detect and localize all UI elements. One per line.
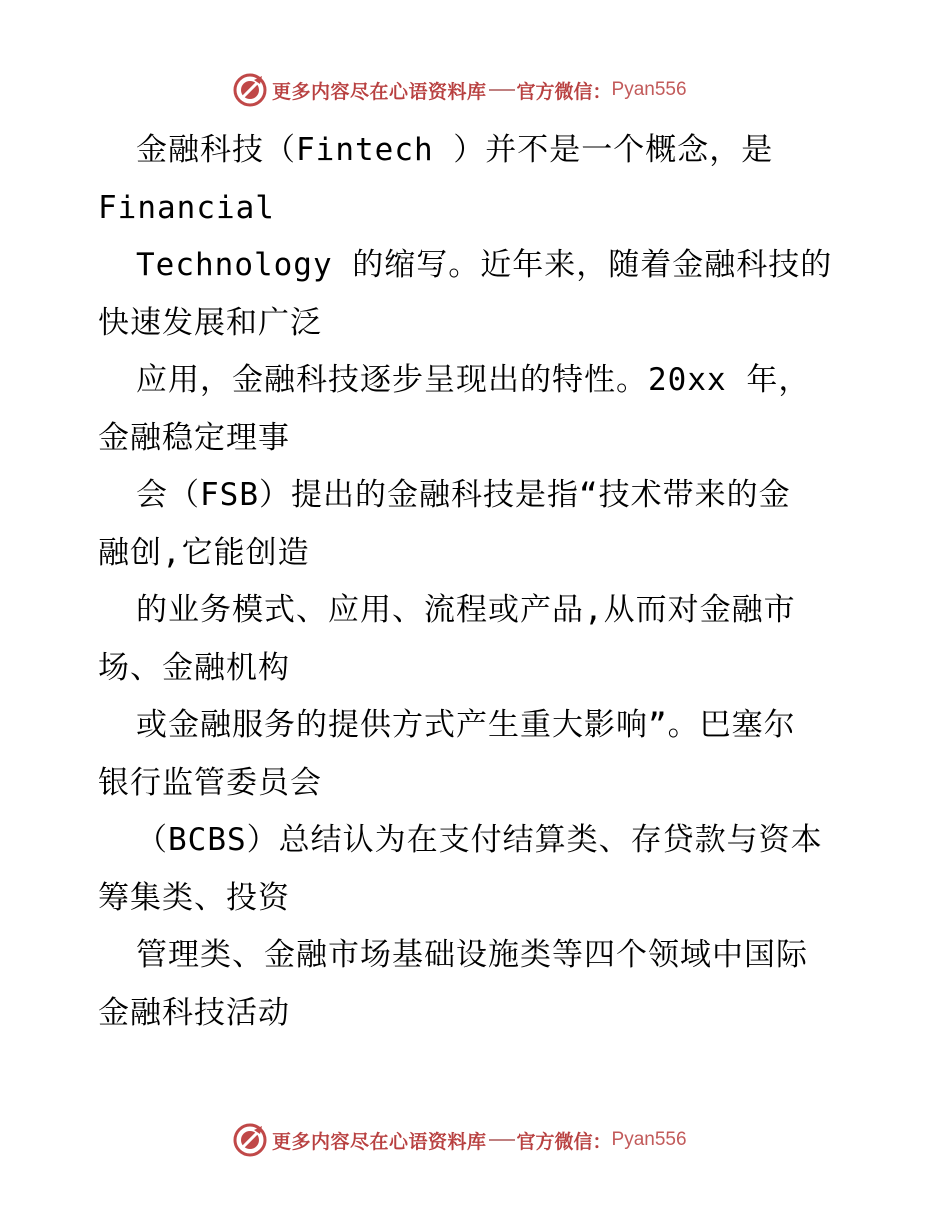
header-banner-wechat-label: 官方微信： bbox=[516, 80, 612, 103]
header-banner bbox=[232, 70, 752, 110]
header-banner-wechat-id: Pyan556 bbox=[611, 79, 687, 100]
body-line: 或金融服务的提供方式产生重大影响”。巴塞尔 bbox=[136, 707, 796, 743]
body-line: 场、金融机构 bbox=[98, 649, 290, 686]
document-body bbox=[98, 122, 878, 1042]
header-banner-divider bbox=[489, 89, 515, 91]
body-line: Technology 的缩写。近年来，随着金融科技的 bbox=[136, 247, 833, 283]
body-line: 金融科技（Fintech ）并不是一个概念，是 bbox=[136, 132, 774, 168]
body-line: （BCBS）总结认为在支付结算类、存贷款与资本 bbox=[136, 822, 823, 858]
body-line: 应用，金融科技逐步呈现出的特性。20xx 年， bbox=[136, 362, 811, 398]
footer-banner bbox=[232, 1120, 752, 1160]
body-line: 会（FSB）提出的金融科技是指“技术带来的金 bbox=[136, 477, 791, 513]
body-line: 银行监管委员会 bbox=[98, 764, 322, 801]
body-line: 金融稳定理事 bbox=[98, 419, 290, 456]
footer-banner-divider bbox=[489, 1139, 515, 1141]
body-line: 融创,它能创造 bbox=[98, 534, 310, 571]
body-line: Financial bbox=[98, 189, 275, 226]
body-line: 快速发展和广泛 bbox=[98, 304, 322, 341]
body-line: 管理类、金融市场基础设施类等四个领域中国际 bbox=[136, 937, 808, 973]
header-banner-title: 更多内容尽在心语资料库 bbox=[272, 80, 487, 103]
footer-banner-wechat-id: Pyan556 bbox=[611, 1129, 687, 1150]
footer-banner-wechat-label: 官方微信： bbox=[516, 1130, 612, 1153]
body-line: 金融科技活动 bbox=[98, 994, 290, 1031]
brand-logo-icon bbox=[232, 1122, 268, 1158]
body-line: 筹集类、投资 bbox=[98, 879, 290, 916]
brand-logo-icon bbox=[232, 72, 268, 108]
body-line: 的业务模式、应用、流程或产品,从而对金融市 bbox=[136, 592, 796, 628]
footer-banner-title: 更多内容尽在心语资料库 bbox=[272, 1130, 487, 1153]
